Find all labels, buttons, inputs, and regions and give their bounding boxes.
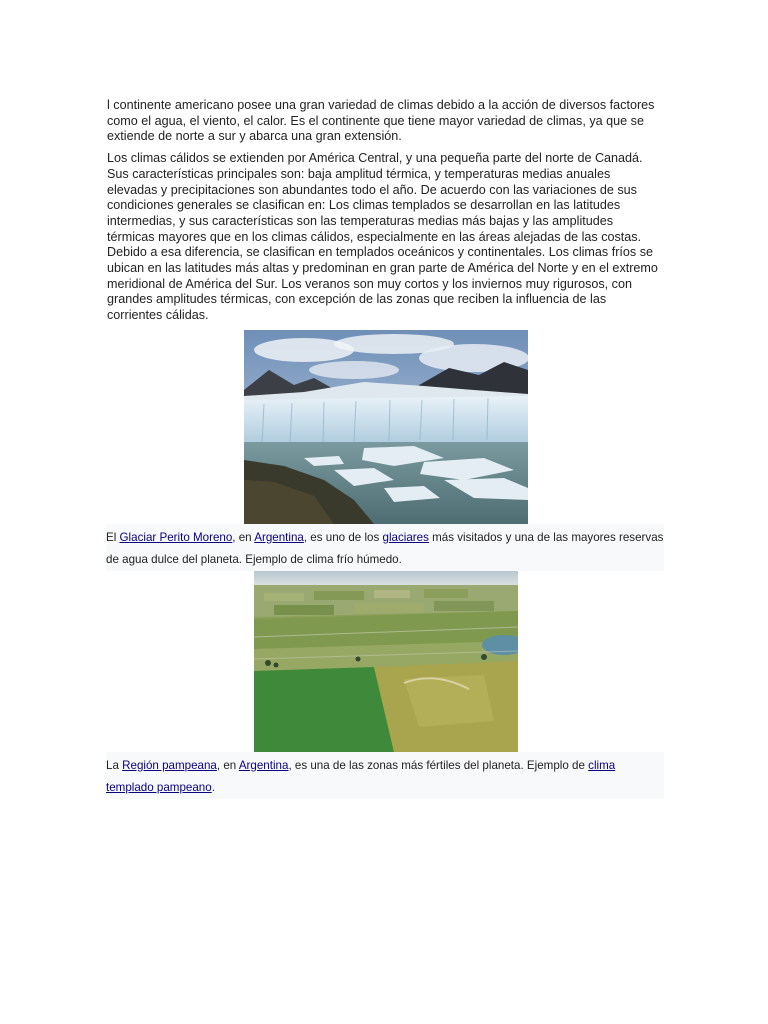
glacier-caption: [106, 524, 664, 571]
caption-text: más visitados y una de las mayores reservas de agua dulce del planeta. Ejemplo de clima frío húmedo.: [106, 530, 664, 566]
caption-text: El: [106, 530, 120, 544]
article-body: [107, 98, 664, 799]
link-region-pampeana[interactable]: Región pampeana: [122, 758, 217, 772]
climate-paragraph: Los climas cálidos se extienden por América Central, y una pequeña parte del norte de Canadá. Sus características principales son: baja amplitud térmica, y temperaturas medias anuales elevadas y precipitaciones son abundantes todo el año. De acuerdo con las variaciones de sus condiciones generales se clasifican en: Los climas templados se desarrollan en las latitudes intermedias, y sus características son las temperaturas medias más bajas y las amplitudes térmicas mayores que en los climas cálidos, especialmente en las áreas alejadas de las costas. Debido a esa diferencia, se clasifican en templados oceánicos y continentales. Los climas fríos se ubican en las latitudes más altas y predominan en gran parte de América del Norte y en el extremo meridional de América del Sur. Los veranos son muy cortos y los inviernos muy rigurosos, con grandes amplitudes térmicas, con excepción de las zonas que reciben la influencia de las corrientes cálidas.: [107, 151, 658, 323]
caption-text: La: [106, 758, 123, 772]
intro-paragraph: l continente americano posee una gran variedad de climas debido a la acción de diversos factores como el agua, el viento, el calor. Es el continente que tiene mayor variedad de climas, ya que se extiende de norte a sur y abarca una gran extensión.: [107, 98, 655, 144]
caption-text: , en: [216, 758, 239, 772]
caption-text: .: [211, 780, 215, 794]
link-glaciares[interactable]: glaciares: [382, 530, 429, 544]
pampa-caption: [106, 752, 664, 799]
caption-text: , en: [232, 530, 255, 544]
link-clima-templado-pampeano[interactable]: clima templado pampeano: [106, 758, 616, 794]
caption-text: , es uno de los: [303, 530, 383, 544]
caption-text: , es una de las zonas más fértiles del planeta. Ejemplo de: [288, 758, 589, 772]
glacier-photo: [244, 330, 528, 524]
link-argentina[interactable]: Argentina: [254, 530, 304, 544]
pampa-photo: [254, 571, 518, 752]
link-argentina[interactable]: Argentina: [238, 758, 289, 772]
link-glaciar-perito-moreno[interactable]: Glaciar Perito Moreno: [119, 530, 233, 544]
